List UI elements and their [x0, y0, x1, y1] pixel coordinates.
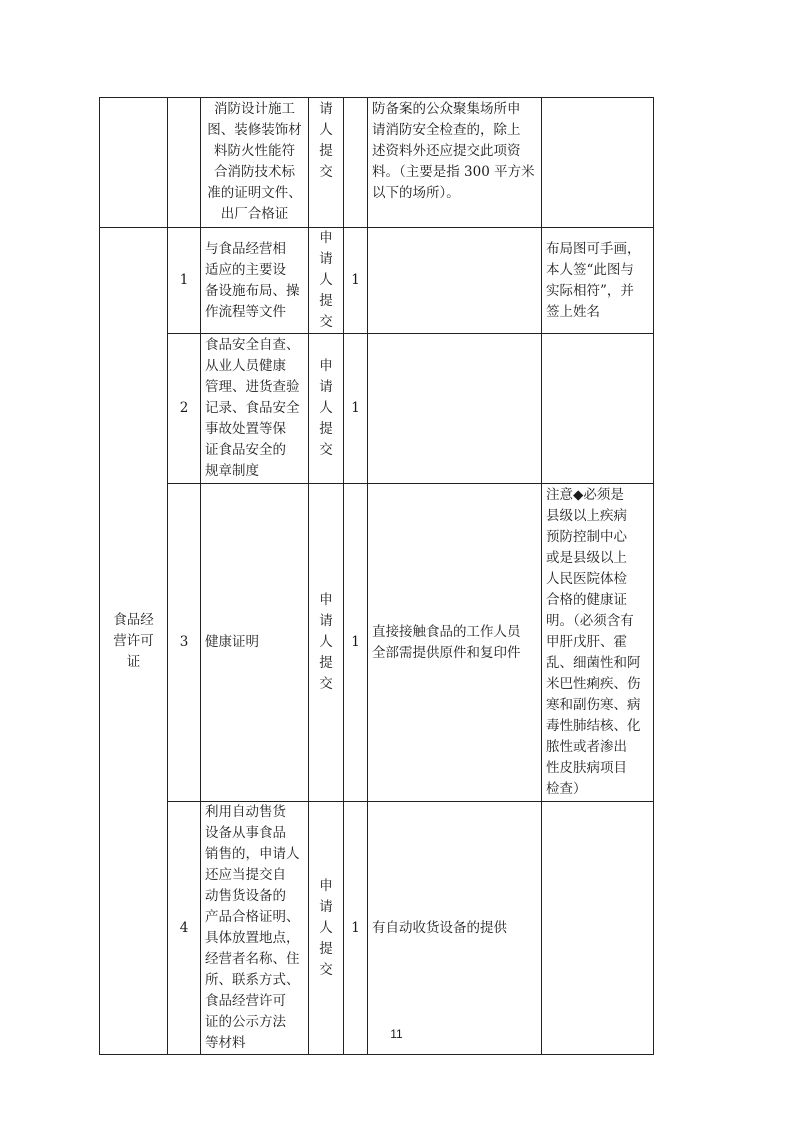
remark-cell — [368, 334, 542, 484]
cell-line: 规章制度 — [205, 463, 259, 479]
cell-line: 请 — [319, 251, 333, 267]
cell-line: 申 — [319, 877, 333, 894]
cell-line: 提 — [319, 940, 333, 957]
cell-line: 申 — [319, 230, 333, 246]
category-cell — [100, 98, 168, 228]
note-cell — [542, 334, 654, 484]
cell-line: 述资料外还应提交此项资 — [372, 143, 521, 159]
cell-line: 合消防技术标 — [214, 164, 295, 180]
seq-cell: 2 — [168, 334, 201, 484]
cell-line: 毒性肺结核、化 — [546, 718, 641, 734]
cell-line: 利用自动售货 — [205, 804, 286, 820]
cell-line: 合格的健康证 — [546, 592, 627, 608]
cell-line: 人 — [319, 400, 333, 416]
cell-line: 与食品经营相 — [205, 240, 286, 257]
remark-cell — [368, 802, 542, 1055]
cell-line: 明。（必须含有 — [546, 613, 634, 629]
page-number: 11 — [390, 1027, 403, 1041]
count-cell: 1 — [344, 802, 368, 1055]
cell-line: 事故处置等保 — [205, 421, 286, 437]
cell-line: 证的公示方法 — [205, 1014, 286, 1030]
cell-line: 直接接触食品的工作人员 — [372, 623, 521, 640]
note-cell — [542, 228, 654, 334]
cell-line: 寒和副伤寒、病 — [546, 697, 641, 713]
cell-line: 还应当提交自 — [205, 867, 286, 883]
seq-cell — [168, 98, 201, 228]
cell-line: 交 — [319, 164, 333, 180]
cell-line: 交 — [319, 961, 333, 978]
remark-cell — [368, 228, 542, 334]
cell-line: 具体放置地点， — [205, 930, 300, 946]
cell-line: 管理、进货查验 — [205, 379, 300, 395]
cell-line: 提 — [319, 421, 333, 437]
category-cell — [100, 228, 168, 1055]
cell-line: 脓性或者渗出 — [546, 739, 627, 755]
cell-line: 甲肝戊肝、霍 — [546, 634, 627, 650]
source-cell — [309, 484, 344, 802]
cell-line: 防备案的公众聚集场所申 — [372, 101, 521, 117]
cell-line: 人 — [319, 634, 333, 650]
seq-cell: 3 — [168, 484, 201, 802]
cell-line: 人民医院体检 — [546, 571, 627, 587]
cell-line: 动售货设备的 — [205, 888, 286, 904]
cell-line: 适应的主要设 — [205, 261, 286, 278]
cell-line: 健康证明 — [205, 634, 259, 650]
cell-line: 请 — [319, 898, 333, 915]
cell-line: 作流程等文件 — [205, 303, 286, 320]
cell-line: 请消防安全检查的，除上 — [372, 122, 521, 138]
source-cell — [309, 228, 344, 334]
cell-line: 消防设计施工 — [214, 101, 295, 117]
cell-line: 性皮肤病项目 — [546, 760, 627, 776]
cell-line: 实际相符”，并 — [546, 282, 634, 299]
cell-line: 请 — [319, 613, 333, 629]
material-cell — [201, 334, 309, 484]
cell-line: 检查） — [546, 781, 587, 797]
cell-line: 销售的，申请人 — [205, 846, 300, 862]
source-cell — [309, 334, 344, 484]
cell-line: 证 — [126, 653, 141, 670]
cell-line: 全部需提供原件和复印件 — [372, 644, 521, 661]
material-cell — [201, 484, 309, 802]
table-row — [100, 334, 654, 484]
cell-line: 乱、细菌性和阿 — [546, 655, 641, 671]
cell-line: 人 — [319, 272, 333, 288]
cell-line: 提 — [319, 655, 333, 671]
count-cell: 1 — [344, 334, 368, 484]
cell-line: 食品安全自查、 — [205, 337, 300, 353]
seq-cell: 1 — [168, 228, 201, 334]
note-cell — [542, 484, 654, 802]
cell-line: 记录、食品安全 — [205, 400, 300, 416]
cell-line: 县级以上疾病 — [546, 508, 627, 524]
cell-line: 或是县级以上 — [546, 550, 627, 566]
cell-line: 营许可 — [113, 632, 154, 649]
source-cell — [309, 98, 344, 228]
cell-line: 食品经营许可 — [205, 993, 286, 1009]
material-cell — [201, 98, 309, 228]
cell-line: 料。（主要是指 300 平方米 — [372, 164, 535, 180]
cell-line: 产品合格证明、 — [205, 909, 300, 925]
cell-line: 从业人员健康 — [205, 358, 286, 374]
cell-line: 本人签“此图与 — [546, 261, 634, 278]
cell-line: 提 — [319, 293, 333, 309]
seq-cell: 4 — [168, 802, 201, 1055]
cell-line: 有自动收货设备的提供 — [372, 919, 507, 936]
count-cell — [344, 98, 368, 228]
cell-line: 交 — [319, 676, 333, 692]
cell-line: 设备从事食品 — [205, 825, 286, 841]
cell-line: 备设施布局、操 — [205, 282, 300, 299]
cell-line: 经营者名称、住 — [205, 951, 300, 967]
requirements-table — [99, 97, 654, 1055]
table-row — [100, 228, 654, 334]
cell-line: 提 — [319, 143, 333, 159]
source-cell — [309, 802, 344, 1055]
count-cell: 1 — [344, 228, 368, 334]
note-cell — [542, 98, 654, 228]
cell-line: 等材料 — [205, 1035, 246, 1051]
table-row — [100, 802, 654, 1055]
cell-line: 人 — [319, 122, 333, 138]
table-row — [100, 484, 654, 802]
cell-line: 请 — [319, 379, 333, 395]
cell-line: 申 — [319, 592, 333, 608]
cell-line: 注意◆必须是 — [546, 487, 624, 503]
remark-cell — [368, 484, 542, 802]
cell-line: 签上姓名 — [546, 303, 600, 320]
count-cell: 1 — [344, 484, 368, 802]
cell-line: 图、装修装饰材 — [207, 122, 302, 138]
cell-line: 出厂合格证 — [220, 206, 289, 222]
cell-line: 食品经 — [113, 611, 154, 628]
cell-line: 料防火性能符 — [214, 143, 295, 159]
cell-line: 所、联系方式、 — [205, 972, 300, 988]
cell-line: 证食品安全的 — [205, 442, 286, 458]
cell-line: 米巴性痢疾、伤 — [546, 676, 641, 692]
cell-line: 预防控制中心 — [546, 529, 627, 545]
material-cell — [201, 228, 309, 334]
cell-line: 交 — [319, 314, 333, 330]
remark-cell — [368, 98, 542, 228]
cell-line: 请 — [319, 101, 333, 117]
cell-line: 交 — [319, 442, 333, 458]
cell-line: 以下的场所）。 — [372, 185, 460, 201]
cell-line: 布局图可手画， — [546, 240, 641, 257]
table-row-continued — [100, 98, 654, 228]
material-cell — [201, 802, 309, 1055]
note-cell — [542, 802, 654, 1055]
cell-line: 申 — [319, 358, 333, 374]
cell-line: 准的证明文件、 — [207, 185, 302, 201]
cell-line: 人 — [319, 919, 333, 936]
